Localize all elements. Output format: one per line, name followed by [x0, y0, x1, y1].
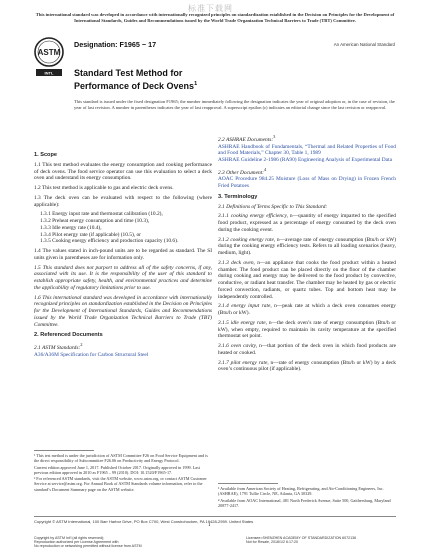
para-2-1: 2.1 ASTM Standards:$^2$ — [34, 342, 83, 351]
para-3-1-3: 3.1.3 deck oven, n—an appliance that cooks the food product within a heated chamber. The food product can be placed directly on the floor of the chamber during cooking and energy may be delivered to the food product by convective, conductive, or radiant heat transfer. The chamber may be heated by gas or electric forced convection, radiants, or quartz tubes. Top and bottom heat may be independently controlled. — [218, 259, 396, 300]
para-1-3-4: 1.3.4 Pilot energy rate (if applicable) (10.5), or — [40, 231, 141, 238]
copyright-line: Copyright © ASTM International, 100 Barr Harbor Drive, PO Box C700, West Conshohocken, PA 19428-2959. United States — [34, 519, 254, 524]
para-3-1-5: 3.1.5 idle energy rate, n—the deck oven’s rate of energy consumption (Btu/h or kW), when empty, required to maintain its cavity temperature at the specified thermostat set point. — [218, 319, 397, 340]
para-1-5: 1.5 This standard does not purport to address all of the safety concerns, if any, associated with its use. It is the responsibility of the user of this standard to establish appropriate safety, health, and environmental practices and determine the applicability of regulatory limitations prior to use. — [34, 264, 212, 291]
national-standard-label: An American National Standard — [333, 42, 395, 47]
left-column — [34, 148, 212, 361]
link-ashrae-handbook[interactable]: ASHRAE Handbook of Fundamentals, “Thermal and Related Properties of Food and Food Materials,” Chapter 30, Table 1, 1989 — [218, 143, 396, 157]
footnote-divider-right — [218, 483, 278, 484]
svg-text:INTL: INTL — [44, 70, 54, 76]
title-footnote-ref: 1 — [194, 81, 198, 87]
link-aoac-procedure[interactable]: AOAC Procedure 984.25 Moisture (Loss of Mass on Drying) in Frozen French Fried Potatoes — [218, 176, 396, 190]
terminology-heading: 3. Terminology — [218, 193, 258, 200]
link-ashrae-guideline[interactable]: ASHRAE Guideline 2-1986 (RA90) Engineering Analysis of Experimental Data — [218, 157, 392, 164]
licensee-notice: Licensee=SHENZHEN ACADEMY OF STANDARDIZATION 6072136 Not for Resale, 2018/1/2 6:17:20 — [246, 536, 357, 545]
para-1-3: 1.3 The deck oven can be evaluated with respect to the following (where applicable): — [34, 194, 212, 208]
para-1-6: 1.6 This international standard was developed in accordance with internationally recognized principles on standardization established in the Decision on Principles for the Development of International Standards, Guides and Recommendations issued by the World Trade Organization Technical Barriers to Trade (TBT) Committee. — [34, 294, 212, 328]
para-1-4: 1.4 The values stated in inch-pound units are to be regarded as standard. The SI units given in parentheses are for information only. — [34, 248, 212, 261]
footnote-3: ³ Available from American Society of Heating, Refrigerating, and Air-Conditioning Engineers, Inc. (ASHRAE), 1791 Tullie Circle, NE, Atlanta, GA 30329. — [218, 486, 384, 497]
footnote-4: ⁴ Available from AOAC International, 481 North Frederick Avenue, Suite 500, Gaithersburg, Maryland 20877-2417. — [218, 497, 391, 508]
footer-divider — [34, 516, 396, 517]
referenced-documents-heading: 2. Referenced Documents — [34, 332, 103, 339]
tbt-banner: This international standard was developed in accordance with internationally recognized principles on standardization established in the Decision on Principles for the Development of International Standards, Guides and Recommendations issued by the World Trade Organization Technical Barriers to Trade (TBT) Committee. — [35, 12, 395, 23]
para-3-1-2: 3.1.2 cooking energy rate, n—average rate of energy consumption (Btu/h or kW) during the cooking energy efficiency tests. Refers to all loading scenarios (heavy, medium, light). — [218, 236, 396, 257]
designation-note: This standard is issued under the fixed designation F1965; the number immediately following the designation indicates the year of original adoption or, in the case of revision, the year of last revision. A number in parentheses indicates the year of last reapproval. A superscript epsilon (ε) indicates an editorial change since the last revision or reapproval. — [74, 99, 395, 110]
para-1-3-3: 1.3.3 Idle energy rate (10.4), — [40, 224, 102, 231]
footnotes-right — [218, 486, 396, 509]
para-3-1-7: 3.1.7 pilot energy rate, n—rate of energy consumption (Btu/h or kW) by a deck oven’s continuous pilot (if applicable). — [218, 359, 396, 373]
footnote-1b: Current edition approved June 1, 2017. Published October 2017. Originally approved in 1999. Last previous edition approved in 2010 as F1965 – 99 (2010). DOI: 10.1520/F1965-17. — [34, 464, 200, 475]
astm-logo — [33, 36, 65, 80]
para-1-1: 1.1 This test method evaluates the energy consumption and cooking performance of deck ovens. The food service operator can use this evaluation to select a deck oven and understand its energy consumption. — [34, 161, 212, 182]
license-notice: Copyright by ASTM Int'l (all rights reserved); Reproduction authorized per License Agreement with No reproduction or networking permitted without license from ASTM — [34, 536, 142, 549]
watermark-text: 标准下载网 — [188, 4, 233, 13]
para-1-3-1: 1.3.1 Energy input rate and thermostat calibration (10.2), — [40, 211, 163, 218]
document-title — [74, 68, 197, 92]
para-1-3-2: 1.3.2 Preheat energy consumption and time (10.3), — [40, 218, 150, 224]
svg-text:ASTM: ASTM — [37, 48, 61, 57]
link-a36[interactable]: A36/A36M Specification for Carbon Structural Steel — [34, 351, 149, 358]
para-3-1-4: 3.1.4 energy input rate, n—peak rate at which a deck oven consumes energy (Btu/h or kW). — [218, 303, 396, 317]
para-3-1-1: 3.1.1 cooking energy efficiency, n—quantity of energy imparted to the specified food product, expressed as a percentage of energy consumed by the deck oven during the cooking event. — [218, 213, 397, 233]
para-3-1: 3.1 Definitions of Terms Specific to This Standard: — [218, 203, 328, 210]
page-number: 1 — [208, 523, 211, 528]
para-1-3-5: 1.3.5 Cooking energy efficiency and production capacity (10.6). — [40, 238, 179, 245]
right-column — [218, 134, 396, 376]
title-line-2: Performance of Deck Ovens$^1$ — [74, 81, 198, 91]
para-3-1-6: 3.1.6 oven cavity, n—that portion of the deck oven in which food products are heated or cooked. — [218, 343, 396, 356]
footnotes-left — [34, 453, 212, 493]
designation: Designation: F1965 − 17 — [74, 40, 157, 49]
footnote-divider-left — [34, 450, 94, 451]
para-2-2: 2.2 ASHRAE Documents:$^3$ — [218, 134, 276, 143]
para-2-3: 2.3 Other Document:$^4$ — [218, 166, 267, 176]
scope-heading: 1. Scope — [34, 152, 58, 158]
footnote-2: ² For referenced ASTM standards, visit the ASTM website, www.astm.org, or contact ASTM Customer Service at service@astm.org. For Annual Book of ASTM Standards volume information, refer to the standard’s Document Summary page on the ASTM website. — [34, 476, 207, 492]
title-line-1: Standard Test Method for — [74, 68, 183, 78]
footnote-1: ¹ This test method is under the jurisdiction of ASTM Committee F26 on Food Service Equipment and is the direct responsibility of Subcommittee F26.06 on Productivity and Energy Protocol. — [34, 453, 208, 464]
para-1-2: 1.2 This test method is applicable to gas and electric deck ovens. — [34, 185, 174, 191]
